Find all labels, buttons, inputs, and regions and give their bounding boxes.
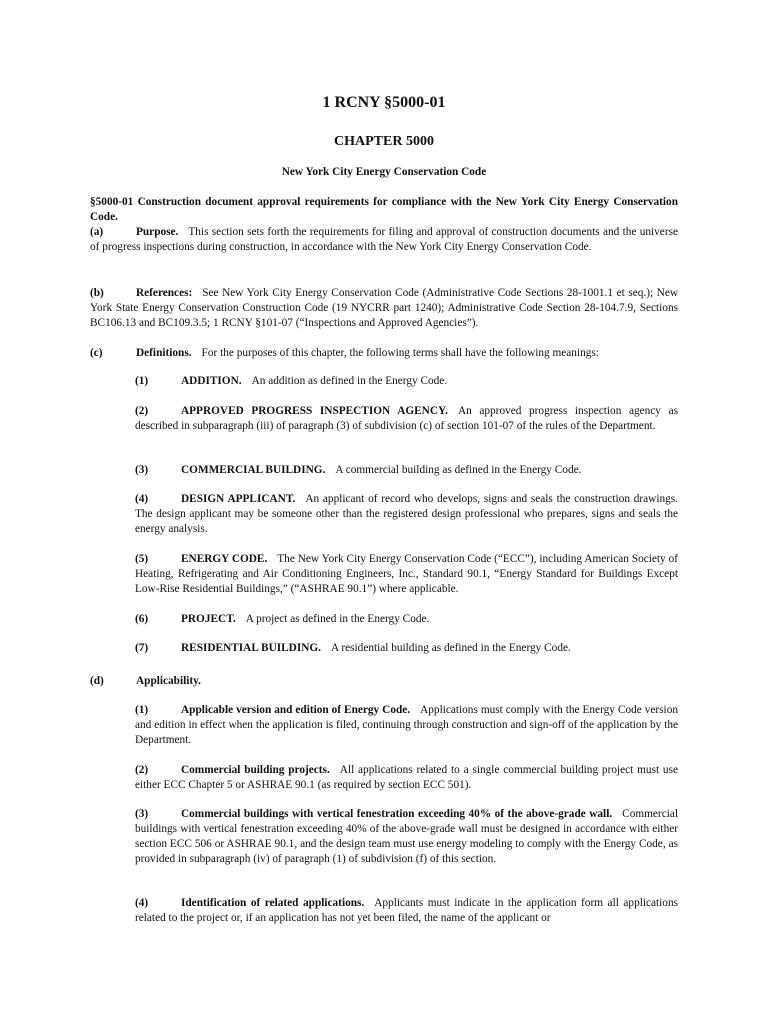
applicability-item bbox=[135, 807, 678, 867]
subdivision-a bbox=[90, 225, 678, 255]
definition-text: A commercial building as defined in the Energy Code. bbox=[335, 464, 582, 476]
subdivision-b bbox=[90, 286, 678, 331]
definition-text: A project as defined in the Energy Code. bbox=[245, 613, 430, 625]
item-number: (5) bbox=[135, 553, 149, 565]
definition-item bbox=[135, 463, 678, 478]
applicability-item bbox=[135, 703, 678, 748]
subdivision-d bbox=[90, 674, 678, 689]
subdivision-b-label: (b) bbox=[90, 287, 104, 299]
applicability-term: Commercial buildings with vertical fenestration exceeding 40% of the above-grade wall. bbox=[181, 808, 613, 820]
definition-term: COMMERCIAL BUILDING. bbox=[181, 464, 326, 476]
definition-term: DESIGN APPLICANT. bbox=[181, 493, 296, 505]
item-number: (7) bbox=[135, 642, 149, 654]
definition-text: An addition as defined in the Energy Code. bbox=[251, 375, 448, 387]
subdivision-c-title: Definitions. bbox=[136, 347, 192, 359]
subdivision-c bbox=[90, 346, 678, 361]
definition-item bbox=[135, 492, 678, 537]
subdivision-b-title: References: bbox=[136, 287, 193, 299]
applicability-item bbox=[135, 896, 678, 926]
applicability-item bbox=[135, 763, 678, 793]
subdivision-a-label: (a) bbox=[90, 226, 104, 238]
subdivision-a-title: Purpose. bbox=[136, 226, 179, 238]
applicability-text: All applications related to a single commercial building project must use either ECC Chapter 5 or ASHRAE 90.1 (as required by section ECC 501). bbox=[135, 764, 678, 791]
definition-term: ADDITION. bbox=[181, 375, 242, 387]
applicability-text: Applicants must indicate in the application form all applications related to the project or, if an application has not yet been filed, the name of the applicant or bbox=[135, 897, 678, 924]
applicability-term: Commercial building projects. bbox=[181, 764, 330, 776]
item-number: (2) bbox=[135, 405, 149, 417]
definition-term: RESIDENTIAL BUILDING. bbox=[181, 642, 321, 654]
definition-term: PROJECT. bbox=[181, 613, 236, 625]
definition-text: An applicant of record who develops, signs and seals the construction drawings. The design applicant may be someone other than the registered design professional who prepares, signs and seals the energy analysis. bbox=[135, 493, 678, 535]
definition-text: The New York City Energy Conservation Code (“ECC”), including American Society of Heating, Refrigerating and Air Conditioning Engineers, Inc., Standard 90.1, “Energy Standard for Buildings Except Low-Rise Residential Buildings,” (“ASHRAE 90.1”) where applicable. bbox=[135, 553, 678, 595]
item-number: (3) bbox=[135, 464, 149, 476]
item-number: (2) bbox=[135, 764, 149, 776]
subdivision-b-text: See New York City Energy Conservation Code (Administrative Code Sections 28-1001.1 et seq.); New York State Energy Conservation Construction Code (19 NYCRR part 1240); Administrative Code Section 28-104.7.9, Sections BC106.13 and BC109.3.5; 1 RCNY §101-07 (“Inspections and Approved Agencies”). bbox=[90, 287, 678, 329]
section-heading: §5000-01 Construction document approval requirements for compliance with the New York City Energy Conservation Code. bbox=[90, 196, 678, 223]
definition-item bbox=[135, 374, 678, 389]
applicability-text: Applications must comply with the Energy Code version and edition in effect when the application is filed, continuing through construction and sign-off of the application by the Department. bbox=[135, 704, 678, 746]
item-number: (4) bbox=[135, 897, 149, 909]
code-subtitle: New York City Energy Conservation Code bbox=[281, 166, 487, 178]
definition-item bbox=[135, 404, 678, 434]
item-number: (6) bbox=[135, 613, 149, 625]
definition-term: ENERGY CODE. bbox=[181, 553, 268, 565]
definition-item bbox=[135, 552, 678, 597]
rule-title: 1 RCNY §5000-01 bbox=[322, 94, 446, 111]
subdivision-d-label: (d) bbox=[90, 675, 104, 687]
item-number: (1) bbox=[135, 704, 149, 716]
subdivision-c-text: For the purposes of this chapter, the following terms shall have the following meanings: bbox=[201, 347, 599, 359]
item-number: (1) bbox=[135, 375, 149, 387]
definition-item bbox=[135, 641, 678, 656]
definition-text: A residential building as defined in the Energy Code. bbox=[331, 642, 571, 654]
subdivision-a-text: This section sets forth the requirements for filing and approval of construction documents and the universe of progress inspections during construction, in accordance with the New York City Energy Conservation Code. bbox=[90, 226, 678, 253]
applicability-text: Commercial buildings with vertical fenestration exceeding 40% of the above-grade wall must be designed in accordance with either section ECC 506 or ASHRAE 90.1, and the design team must use energy modeling to comply with the Energy Code, as provided in subparagraph (iv) of paragraph (1) of subdivision (f) of this section. bbox=[135, 808, 678, 865]
subdivision-c-label: (c) bbox=[90, 347, 103, 359]
chapter-heading: CHAPTER 5000 bbox=[334, 134, 434, 149]
item-number: (3) bbox=[135, 808, 149, 820]
applicability-term: Identification of related applications. bbox=[181, 897, 365, 909]
subdivision-d-title: Applicability. bbox=[136, 675, 201, 687]
definition-text: An approved progress inspection agency as described in subparagraph (iii) of paragraph (3) of subdivision (c) of section 101-07 of the rules of the Department. bbox=[135, 405, 678, 432]
definition-term: APPROVED PROGRESS INSPECTION AGENCY. bbox=[181, 405, 448, 417]
definition-item bbox=[135, 612, 678, 627]
item-number: (4) bbox=[135, 493, 149, 505]
applicability-term: Applicable version and edition of Energy Code. bbox=[181, 704, 411, 716]
